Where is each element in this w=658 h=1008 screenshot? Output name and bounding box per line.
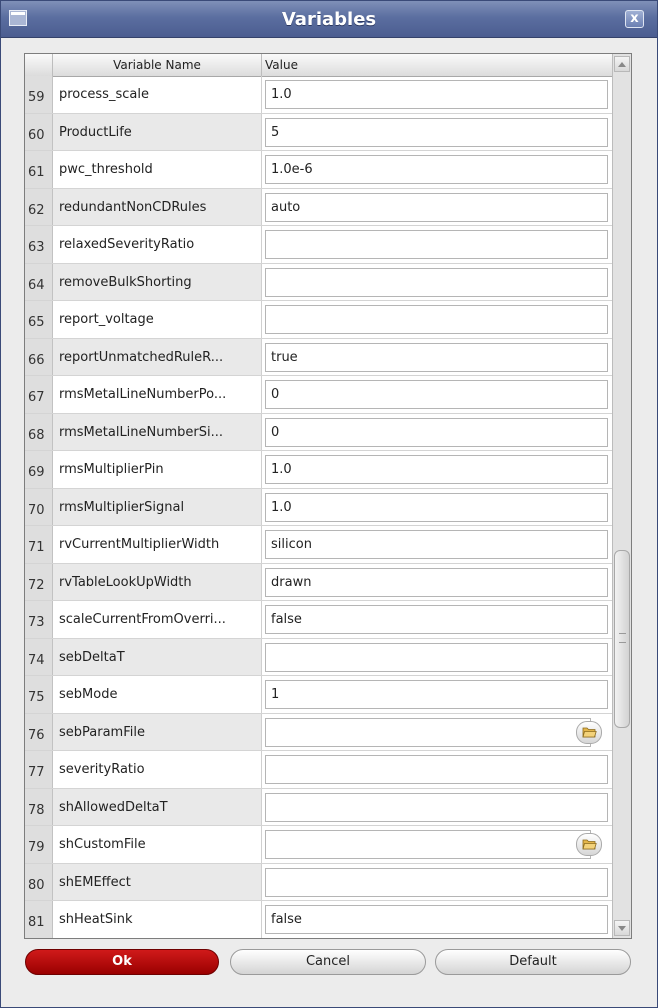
row-number: 71 — [25, 526, 53, 563]
row-number: 79 — [25, 826, 53, 863]
table-row[interactable] — [25, 601, 612, 639]
row-number: 69 — [25, 451, 53, 488]
row-number: 64 — [25, 264, 53, 301]
table-row[interactable] — [25, 114, 612, 152]
row-number: 68 — [25, 414, 53, 451]
value-field[interactable]: true — [265, 343, 608, 372]
variable-name-cell: rmsMultiplierPin — [53, 451, 262, 488]
browse-file-button[interactable] — [576, 721, 602, 744]
variable-name-cell: severityRatio — [53, 751, 262, 788]
row-number: 63 — [25, 226, 53, 263]
table-row[interactable] — [25, 714, 612, 752]
variable-name-cell: shCustomFile — [53, 826, 262, 863]
row-number: 74 — [25, 639, 53, 676]
value-field[interactable]: false — [265, 605, 608, 634]
folder-open-icon — [582, 838, 597, 851]
value-field[interactable] — [265, 755, 608, 784]
variable-name-cell: pwc_threshold — [53, 151, 262, 188]
default-button[interactable]: Default — [435, 949, 631, 975]
value-field[interactable] — [265, 793, 608, 822]
scrollbar-thumb[interactable] — [614, 550, 630, 728]
variable-name-cell: rmsMetalLineNumberPo... — [53, 376, 262, 413]
table-row[interactable] — [25, 301, 612, 339]
table-row[interactable] — [25, 339, 612, 377]
variable-name-cell: reportUnmatchedRuleR... — [53, 339, 262, 376]
value-field[interactable] — [265, 718, 591, 747]
row-number: 78 — [25, 789, 53, 826]
value-field[interactable]: 1.0e-6 — [265, 155, 608, 184]
value-field[interactable]: 1.0 — [265, 493, 608, 522]
row-number: 67 — [25, 376, 53, 413]
value-field[interactable]: 1 — [265, 680, 608, 709]
table-row[interactable] — [25, 526, 612, 564]
variable-name-cell: relaxedSeverityRatio — [53, 226, 262, 263]
value-field[interactable]: 1.0 — [265, 80, 608, 109]
row-number: 75 — [25, 676, 53, 713]
row-number: 81 — [25, 901, 53, 938]
variable-name-cell: rvCurrentMultiplierWidth — [53, 526, 262, 563]
value-field[interactable]: 0 — [265, 380, 608, 409]
variable-name-cell: sebMode — [53, 676, 262, 713]
table-row[interactable] — [25, 376, 612, 414]
value-field[interactable]: auto — [265, 193, 608, 222]
value-field[interactable] — [265, 830, 591, 859]
variable-name-cell: shHeatSink — [53, 901, 262, 938]
value-field[interactable]: 0 — [265, 418, 608, 447]
title-bar[interactable] — [1, 1, 657, 38]
table-row[interactable] — [25, 189, 612, 227]
variable-name-cell: shAllowedDeltaT — [53, 789, 262, 826]
table-header — [25, 54, 612, 77]
variable-name-cell: removeBulkShorting — [53, 264, 262, 301]
variable-name-cell: rmsMetalLineNumberSi... — [53, 414, 262, 451]
cancel-button[interactable]: Cancel — [230, 949, 426, 975]
header-value[interactable]: Value — [265, 58, 298, 72]
folder-open-icon — [582, 726, 597, 739]
window-title: Variables — [281, 9, 377, 30]
table-row[interactable] — [25, 451, 612, 489]
row-number: 72 — [25, 564, 53, 601]
variable-name-cell: sebParamFile — [53, 714, 262, 751]
row-number: 70 — [25, 489, 53, 526]
row-number: 61 — [25, 151, 53, 188]
table-row[interactable] — [25, 789, 612, 827]
scroll-down-arrow-icon[interactable] — [614, 920, 630, 936]
value-field[interactable] — [265, 305, 608, 334]
ok-button[interactable]: Ok — [25, 949, 219, 975]
table-row[interactable] — [25, 151, 612, 189]
variables-table — [24, 53, 632, 939]
row-number: 62 — [25, 189, 53, 226]
value-field[interactable] — [265, 268, 608, 297]
row-number: 77 — [25, 751, 53, 788]
row-number: 59 — [25, 76, 53, 113]
table-row[interactable] — [25, 564, 612, 602]
table-row[interactable] — [25, 414, 612, 452]
table-row[interactable] — [25, 76, 612, 114]
table-row[interactable] — [25, 826, 612, 864]
value-field[interactable]: 5 — [265, 118, 608, 147]
row-number: 76 — [25, 714, 53, 751]
row-number: 80 — [25, 864, 53, 901]
value-field[interactable] — [265, 868, 608, 897]
browse-file-button[interactable] — [576, 833, 602, 856]
variable-name-cell: rmsMultiplierSignal — [53, 489, 262, 526]
variable-name-cell: ProductLife — [53, 114, 262, 151]
row-number: 73 — [25, 601, 53, 638]
row-number: 60 — [25, 114, 53, 151]
variable-name-cell: redundantNonCDRules — [53, 189, 262, 226]
table-body — [25, 76, 612, 939]
variable-name-cell: process_scale — [53, 76, 262, 113]
row-number: 66 — [25, 339, 53, 376]
table-row[interactable] — [25, 751, 612, 789]
row-number: 65 — [25, 301, 53, 338]
value-field[interactable]: silicon — [265, 530, 608, 559]
header-variable-name[interactable]: Variable Name — [53, 54, 262, 76]
value-field[interactable] — [265, 230, 608, 259]
scroll-up-arrow-icon[interactable] — [614, 56, 630, 72]
table-row[interactable] — [25, 264, 612, 302]
value-field[interactable]: 1.0 — [265, 455, 608, 484]
close-button[interactable]: x — [625, 10, 644, 28]
header-row-number — [25, 54, 53, 76]
variable-name-cell: report_voltage — [53, 301, 262, 338]
value-field[interactable] — [265, 643, 608, 672]
table-row[interactable] — [25, 901, 612, 939]
variable-name-cell: shEMEffect — [53, 864, 262, 901]
table-row[interactable] — [25, 489, 612, 527]
table-row[interactable] — [25, 639, 612, 677]
variable-name-cell: scaleCurrentFromOverri... — [53, 601, 262, 638]
table-row[interactable] — [25, 226, 612, 264]
value-field[interactable]: false — [265, 905, 608, 934]
vertical-scrollbar[interactable] — [612, 54, 631, 938]
variable-name-cell: rvTableLookUpWidth — [53, 564, 262, 601]
table-row[interactable] — [25, 676, 612, 714]
table-row[interactable] — [25, 864, 612, 902]
value-field[interactable]: drawn — [265, 568, 608, 597]
variable-name-cell: sebDeltaT — [53, 639, 262, 676]
